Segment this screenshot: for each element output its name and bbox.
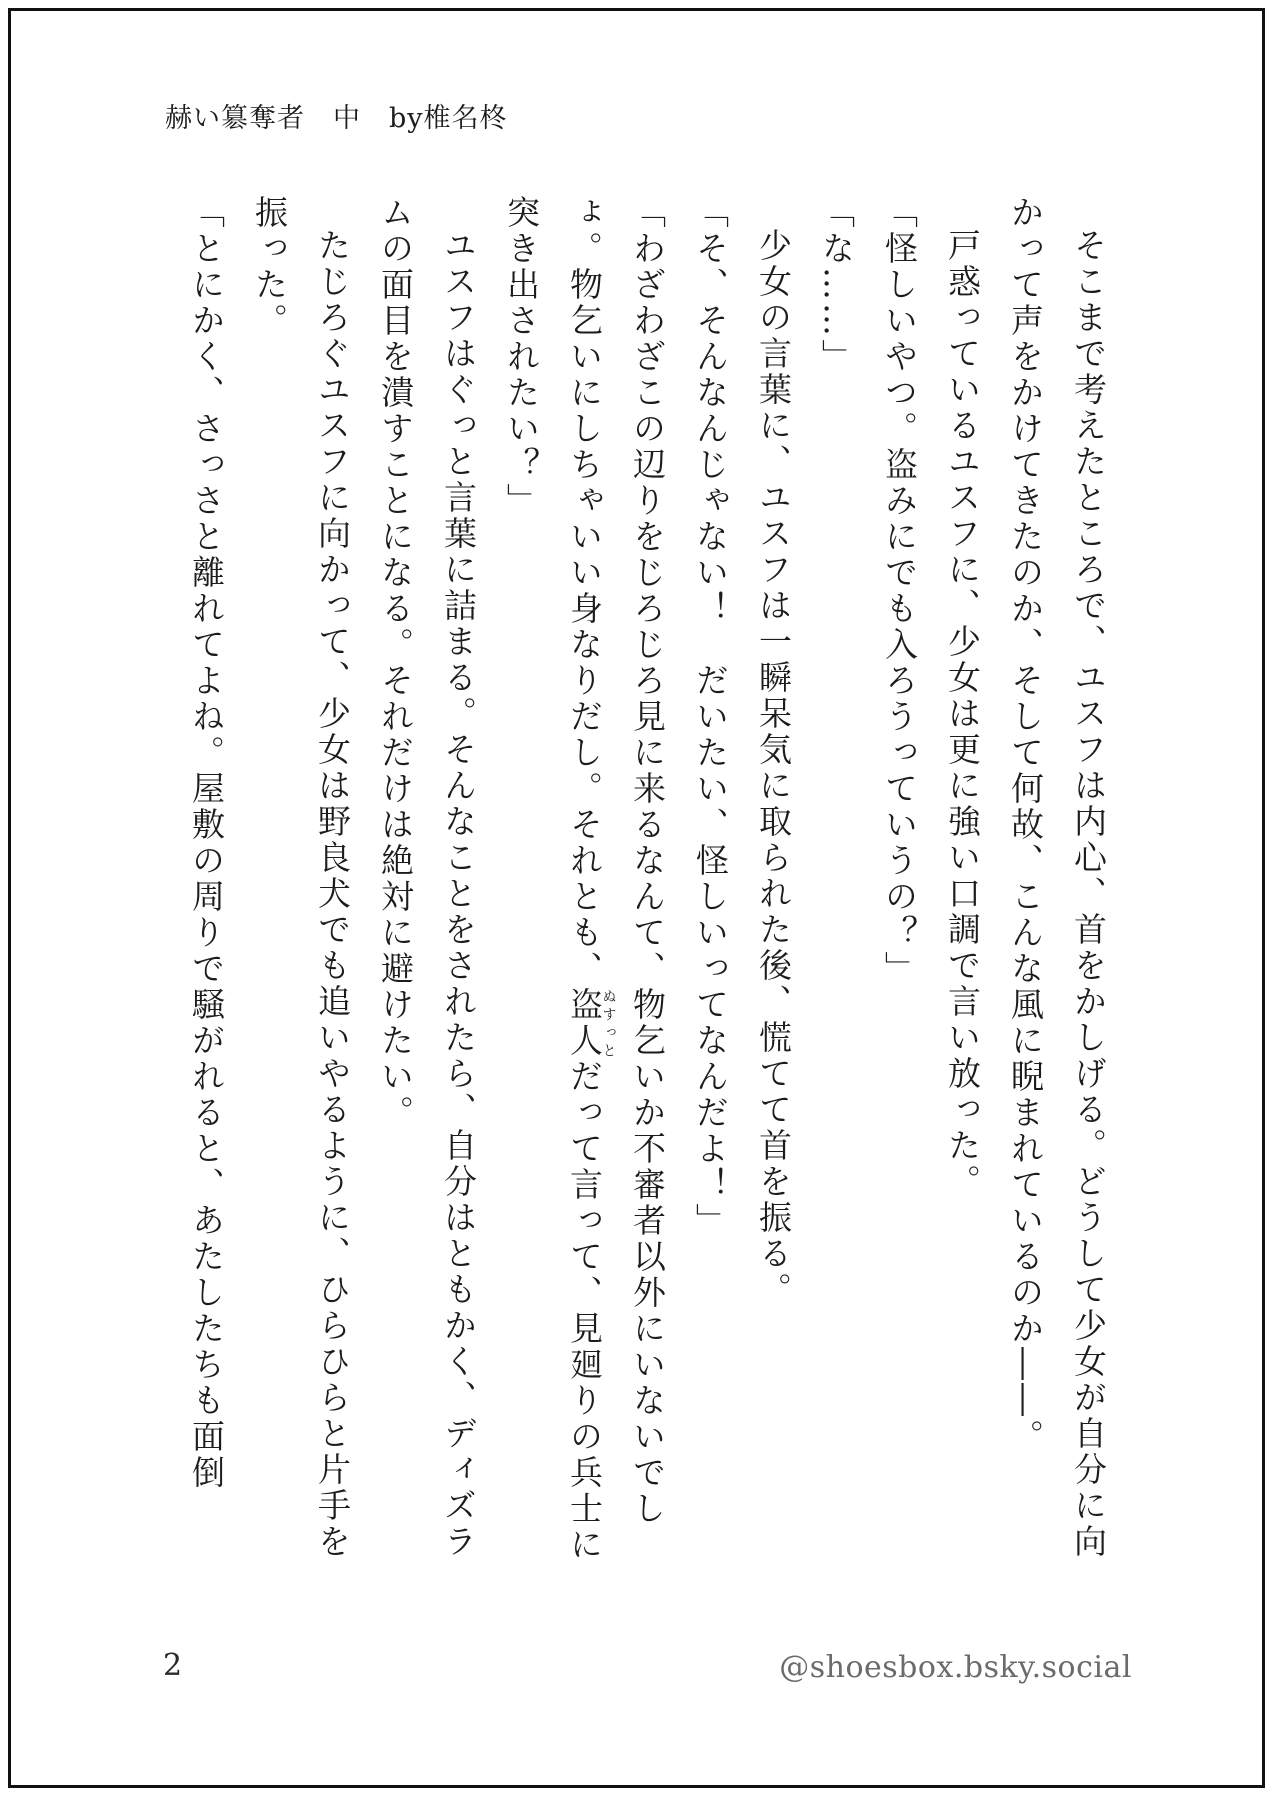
narration-paragraph — [931, 195, 994, 1590]
dialogue-paragraph — [868, 195, 931, 1590]
dialogue-paragraph — [490, 195, 679, 1590]
narration-paragraph — [238, 195, 364, 1590]
page-header — [165, 96, 508, 135]
ruby-reading: ぬすっと — [600, 987, 617, 1059]
text-segment: だって言って、見廻りの兵士に突き出されたい？」 — [502, 195, 604, 1563]
text-segment: ユスフはぐっと言葉に詰まる。そんなことをされたら、自分はともかく、ディズラムの面目を潰すことになる。それだけは絶対に避けたい。 — [376, 195, 478, 1560]
text-segment: 「わざわざこの辺りをじろじろ見に来るなんて、物乞いか不審者以外にいないでしょ。物乞いにしちゃいい身なりだし。それとも、 — [565, 195, 667, 1527]
narration-paragraph — [994, 195, 1120, 1590]
dialogue-paragraph — [175, 195, 238, 1590]
text-segment: 「怪しいやつ。盗みにでも入ろうっていうの？」 — [880, 195, 919, 987]
narration-paragraph — [742, 195, 805, 1590]
vertical-body-text — [187, 195, 1120, 1590]
story-title: 赫い簒奪者 — [165, 103, 305, 134]
text-segment: 「とにかく、さっさと離れてよね。屋敷の周りで騒がれると、あたしたちも面倒 — [187, 195, 226, 1491]
text-segment: 少女の言葉に、ユスフは一瞬呆気に取られた後、慌てて首を振る。 — [754, 228, 793, 1308]
story-author: by椎名柊 — [389, 103, 508, 134]
text-segment: そこまで考えたところで、ユスフは内心、首をかしげる。どうして少女が自分に向かって声をかけてきたのか、そして何故、こんな風に睨まれているのか――。 — [1006, 195, 1108, 1560]
dialogue-paragraph — [679, 195, 742, 1590]
text-segment: 戸惑っているユスフに、少女は更に強い口調で言い放った。 — [943, 228, 982, 1200]
narration-paragraph — [364, 195, 490, 1590]
page-number: 2 — [163, 1648, 183, 1683]
story-part: 中 — [333, 103, 361, 134]
text-segment: 「な……」 — [817, 195, 856, 375]
ruby-word — [565, 987, 617, 1059]
dialogue-paragraph — [805, 195, 868, 1590]
text-segment: たじろぐユスフに向かって、少女は野良犬でも追いやるように、ひらひらと片手を振った。 — [250, 195, 352, 1560]
author-handle: @shoesbox.bsky.social — [779, 1650, 1132, 1685]
text-segment: 「そ、そんなんじゃない！ だいたい、怪しいってなんだよ！」 — [691, 195, 730, 1239]
ruby-base: 盗人 — [565, 987, 604, 1059]
